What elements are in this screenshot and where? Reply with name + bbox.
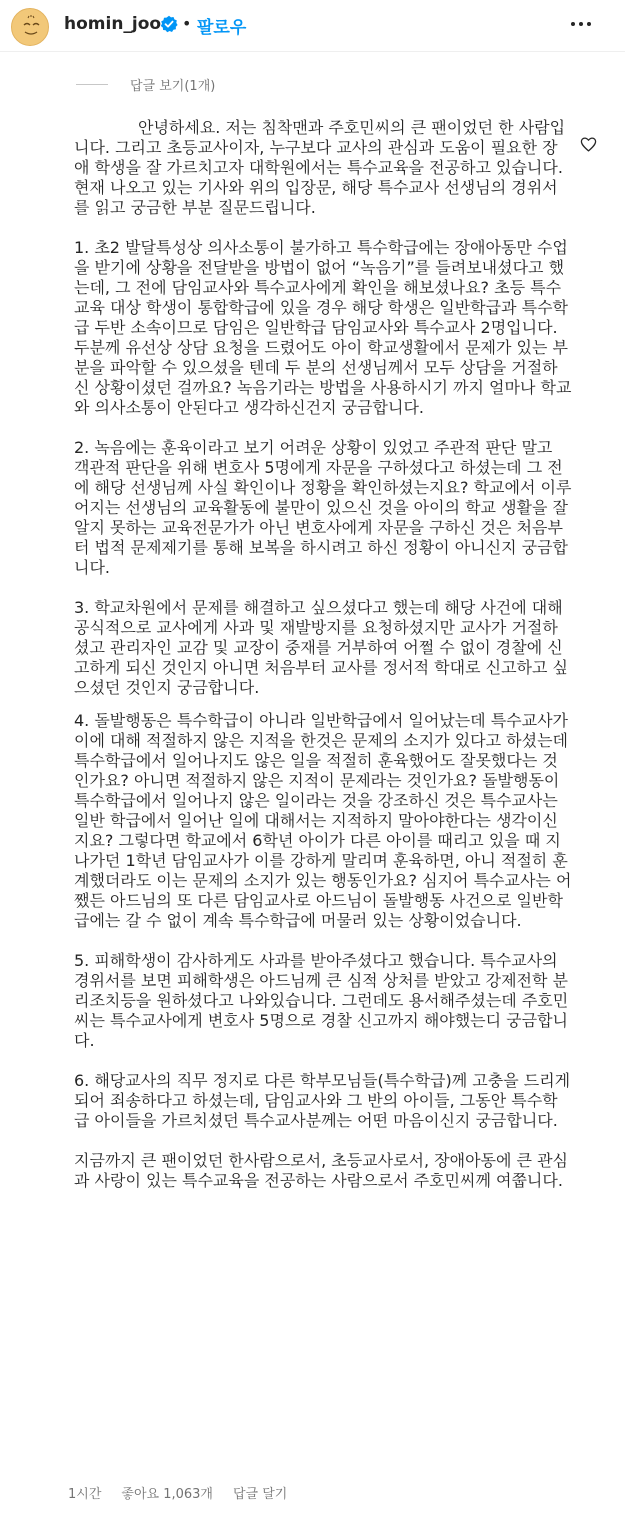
comment-question-3: 3. 학교차원에서 문제를 해결하고 싶으셨다고 했는데 해당 사건에 대해 공식적으로 교사에게 사과 및 재발방지를 요청하셨지만 교사가 거절하셨고 관리자인 교감 및 교장이 중재를 거부하여 어쩔 수 없이 경찰에 신고하게 되신 것인지 아니면 처음부터 교사를 정서적 학대로 신고하고 싶으셨던 것인지 궁금합니다. <box>74 598 568 697</box>
comment-time: 1시간 <box>68 1487 102 1502</box>
comment-body <box>74 118 572 1191</box>
more-options-button[interactable] <box>568 12 594 36</box>
comment-question-1: 1. 초2 발달특성상 의사소통이 불가하고 특수학급에는 장애아동만 수업을 받기에 상황을 전달받을 방법이 없어 “녹음기”를 들려보내셨다고 했는데, 그 전에 담임교사와 특수교사에게 확인을 해보셨나요? 초등 특수교육 대상 학생이 통합학급에 있을 경우 해당 학생은 일반학급과 특수학급 두반 소속이므로 담임은 일반학급 담임교사와 특수교사 2명입니다. 두분께 유선상 상담 요청을 드렸어도 아이 학교생활에서 문제가 있는 부분을 파악할 수 있으셨을 텐데 두 분의 선생님께서 모두 상담을 거절하신 상황이셨던 걸까요? 녹음기라는 방법을 사용하시기 까지 얼마나 학교와 의사소통이 안된다고 생각하신건지 궁금합니다. <box>74 238 572 417</box>
comment-intro: 안녕하세요. 저는 침착맨과 주호민씨의 큰 팬이었던 한 사람입니다. 그리고 초등교사이자, 누구보다 교사의 관심과 도움이 필요한 장애 학생을 잘 가르치고자 대학원에서는 특수교육을 전공하고 있습니다. 현재 나오고 있는 기사와 위의 입장문, 해당 특수교사 선생님의 경위서를 읽고 궁금한 부분 질문드립니다. <box>74 118 566 217</box>
view-replies-button[interactable] <box>76 75 215 94</box>
comment-question-5: 5. 피해학생이 감사하게도 사과를 받아주셨다고 했습니다. 특수교사의 경위서를 보면 피해학생은 아드님께 큰 심적 상처를 받았고 강제전학 분리조치등을 원하셨다고 나와있습니다. 그런데도 용서해주셨는데 주호민씨는 특수교사에게 변호사 5명으로 경찰 신고까지 해야했는디 궁금합니다. <box>74 951 569 1050</box>
reply-button[interactable]: 답글 달기 <box>232 1487 288 1502</box>
avatar-face-icon <box>12 9 50 47</box>
avatar[interactable] <box>11 8 49 46</box>
verified-badge-icon <box>160 15 178 33</box>
heart-icon[interactable] <box>580 136 597 153</box>
post-header <box>0 0 625 52</box>
username[interactable]: homin_joo <box>64 14 162 34</box>
view-replies-label: 답글 보기(1개) <box>130 79 216 94</box>
likes-count[interactable]: 좋아요 1,063개 <box>121 1487 213 1502</box>
more-options-icon <box>568 12 594 36</box>
follow-button[interactable]: 팔로우 <box>197 18 247 38</box>
comment-question-6: 6. 해당교사의 직무 정지로 다른 학부모님들(특수학급)께 고충을 드리게 되어 죄송하다고 하셨는데, 담임교사와 그 반의 아이들, 그동안 특수학급 아이들을 가르치셨던 특수교사분께는 어떤 마음이신지 궁금합니다. <box>74 1071 571 1130</box>
replies-divider-line <box>76 84 108 85</box>
comment-question-2: 2. 녹음에는 훈육이라고 보기 어려운 상황이 있었고 주관적 판단 말고 객관적 판단을 위해 변호사 5명에게 자문을 구하셨다고 하셨는데 그 전에 해당 선생님께 사실 확인이나 정황을 확인하셨는지요? 학교에서 이루어지는 선생님의 교육활동에 불만이 있으신 것을 아이의 학교 생활을 잘 알지 못하는 교육전문가가 아닌 변호사에게 자문을 구하신 것은 처음부터 법적 문제제기를 통해 보복을 하시려고 하신 정황이 아니신지 궁금합니다. <box>74 438 572 577</box>
comment-question-4: 4. 돌발행동은 특수학급이 아니라 일반학급에서 일어났는데 특수교사가 이에 대해 적절하지 않은 지적을 한것은 문제의 소지가 있다고 하셨는데 특수학급에서 일어나지도 않은 일을 적절히 훈육했어도 잘못했다는 것인가요? 아니면 적절하지 않은 지적이 문제라는 것인가요? 돌발행동이 특수학급에서 일어나지 않은 일이라는 것을 강조하신 것은 특수교사는 일반 학급에서 일어난 일에 대해서는 지적하지 말아야한다는 생각이신지요? 그렇다면 학교에서 6학년 아이가 다른 아이를 때리고 있을 때 지나가던 1학년 담임교사가 이를 강하게 말리며 훈육하면, 아니 적절히 훈계했더라도 이는 문제의 소지가 있는 행동인가요? 심지어 특수교사는 어쨌든 아드님의 또 다른 담임교사로 아드님이 돌발행동 사건으로 일반학급에는 갈 수 없이 계속 특수학급에 머물러 있는 상황이었습니다. <box>74 711 572 930</box>
comment-meta <box>68 1483 287 1502</box>
separator-dot: • <box>182 14 192 33</box>
comment-closing: 지금까지 큰 팬이었던 한사람으로서, 초등교사로서, 장애아동에 큰 관심과 사랑이 있는 특수교육을 전공하는 사람으로서 주호민씨께 여쭙니다. <box>74 1151 568 1190</box>
